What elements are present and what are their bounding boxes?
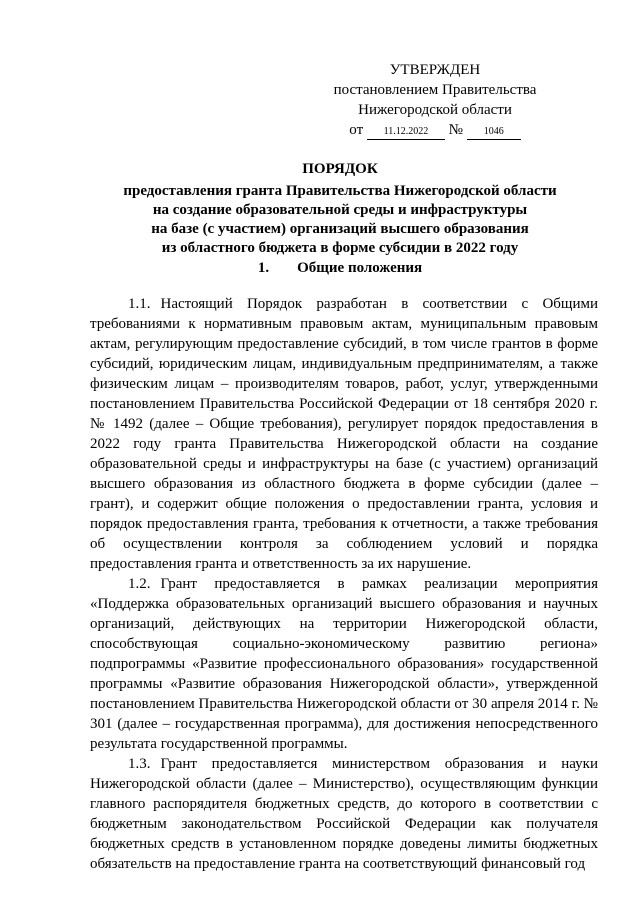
section-heading	[90, 258, 590, 278]
paragraph	[90, 754, 598, 874]
paragraph-text: Грант предоставляется министерством образования и науки Нижегородской области (далее – Министерство), осуществляющим функции главного распорядителя бюджетных средств, до которого в соответствии с бюджетным законодательством Российской Федерации как получателя бюджетных средств в установленном порядке доведены лимиты бюджетных обязательств на предоставление гранта на соответствующий финансовый год	[90, 756, 598, 872]
title-line-2: на создание образовательной среды и инфраструктуры	[152, 202, 528, 218]
approval-line-2: Нижегородской области	[358, 102, 512, 118]
paragraph	[90, 294, 598, 574]
approval-number: 1046	[467, 125, 521, 140]
approval-line-1: постановлением Правительства	[333, 82, 537, 98]
from-label: от	[349, 122, 364, 138]
number-label: №	[448, 122, 463, 138]
approval-heading: УТВЕРЖДЕН	[389, 62, 481, 78]
title-line-3: на базе (с участием) организаций высшего образования	[151, 221, 529, 237]
title-main: ПОРЯДОК	[302, 161, 378, 177]
paragraph-text: Настоящий Порядок разработан в соответствии с Общими требованиями к нормативным правовым актам, муниципальным правовым актам, регулирующим предоставление субсидий, в том числе грантов в форме субсидий, юридическим лицам, индивидуальным предпринимателям, а также физическим лицам – производителям товаров, работ, услуг, утвержденными постановлением Правительства Российской Федерации от 18 сентября 2020 г. № 1492 (далее – Общие требования), регулирует порядок предоставления в 2022 году гранта Правительства Нижегородской области на создание образовательной среды и инфраструктуры на базе (с участием) организаций высшего образования из областного бюджета в форме субсидии (далее – грант), и содержит общие положения о предоставлении гранта, условия и порядок предоставления гранта, требования к отчетности, а также требования об осуществлении контроля за соблюдением условий и порядка предоставления гранта и ответственность за их нарушение.	[90, 296, 598, 572]
title-line-1: предоставления гранта Правительства Нижегородской области	[123, 183, 557, 199]
paragraph	[90, 574, 598, 754]
title-line-4: из областного бюджета в форме субсидии в 2022 году	[161, 240, 519, 256]
paragraph-text: Грант предоставляется в рамках реализации мероприятия «Поддержка образовательных организаций высшего образования и научных организаций, действующих на территории Нижегородской области, способствующая социально-экономическому развитию региона» подпрограммы «Развитие профессионального образования» государственной программы «Развитие образования Нижегородской области», утвержденной постановлением Правительства Нижегородской области от 30 апреля 2014 г. № 301 (далее – государственная программа), для достижения непосредственного результата государственной программы.	[90, 576, 598, 752]
paragraph-number: 1.2.	[128, 576, 151, 592]
paragraph-number: 1.1.	[128, 296, 151, 312]
section-title: Общие положения	[297, 260, 423, 276]
approval-stamp	[310, 60, 560, 140]
document-title	[90, 160, 590, 258]
document-body	[90, 294, 598, 874]
approval-date: 11.12.2022	[367, 125, 445, 140]
paragraph-number: 1.3.	[128, 756, 151, 772]
approval-order-line	[310, 120, 560, 140]
section-number: 1.	[257, 260, 270, 276]
